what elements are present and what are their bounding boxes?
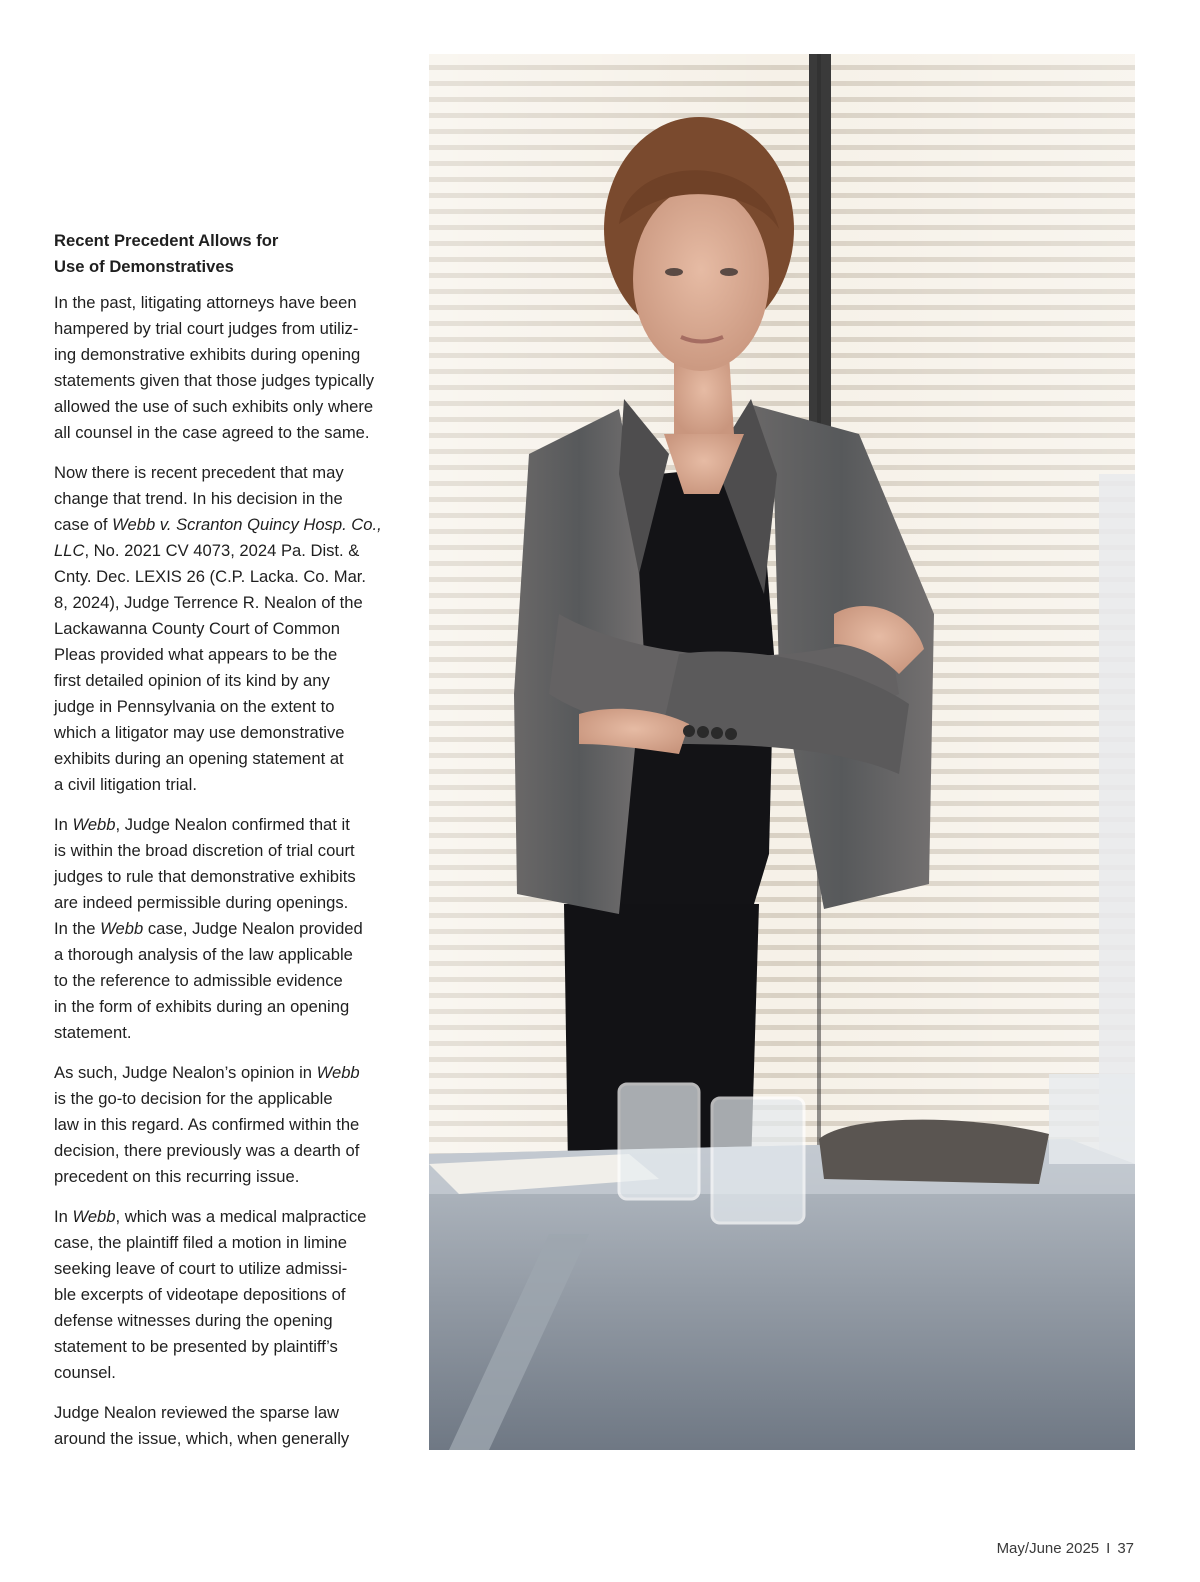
text-line: counsel. <box>54 1363 116 1382</box>
text-line: Judge Nealon reviewed the sparse law <box>54 1403 340 1422</box>
text-line: Lackawanna County Court of Common <box>54 619 340 638</box>
text-line: judge in Pennsylvania on the extent to <box>54 697 335 716</box>
text-line: statement. <box>54 1023 132 1042</box>
text-run: In <box>54 815 73 834</box>
text-line: precedent on this recurring issue. <box>54 1167 300 1186</box>
body-paragraph <box>54 460 394 798</box>
text-line <box>54 1204 394 1230</box>
case-name-italic: Webb v. Scranton Quincy Hosp. Co., <box>112 515 382 534</box>
text-line: in the form of exhibits during an opening <box>54 997 350 1016</box>
text-line: Now there is recent precedent that may <box>54 463 344 482</box>
text-line: defense witnesses during the opening <box>54 1311 333 1330</box>
article-photo <box>429 54 1135 1450</box>
case-name-italic: Webb <box>100 919 144 938</box>
section-heading <box>54 228 394 280</box>
text-run: As such, Judge Nealon’s opinion in <box>54 1063 317 1082</box>
text-line: change that trend. In his decision in the <box>54 489 343 508</box>
article-body <box>54 290 394 1452</box>
page-footer <box>997 1540 1134 1557</box>
text-line <box>54 812 394 838</box>
text-line: a thorough analysis of the law applicable <box>54 945 353 964</box>
text-line: allowed the use of such exhibits only where <box>54 397 374 416</box>
text-run: case, Judge Nealon provided <box>143 919 363 938</box>
text-line: are indeed permissible during openings. <box>54 893 349 912</box>
case-name-italic: Webb <box>72 1207 116 1226</box>
text-line: hampered by trial court judges from utiliz- <box>54 319 359 338</box>
body-paragraph <box>54 1204 394 1386</box>
section-heading-line: Use of Demonstratives <box>54 257 234 276</box>
text-line: to the reference to admissible evidence <box>54 971 343 990</box>
text-line: case, the plaintiff filed a motion in limine <box>54 1233 348 1252</box>
text-line: statement to be presented by plaintiff’s <box>54 1337 338 1356</box>
text-run: In <box>54 1207 73 1226</box>
case-name-italic: LLC <box>54 541 85 560</box>
body-paragraph <box>54 1060 394 1190</box>
businesswoman-photo <box>429 54 1135 1450</box>
text-line: around the issue, which, when generally <box>54 1429 350 1448</box>
text-line: seeking leave of court to utilize admissi- <box>54 1259 348 1278</box>
text-line: exhibits during an opening statement at <box>54 749 344 768</box>
footer-separator: I <box>1106 1540 1111 1557</box>
page-number: 37 <box>1117 1540 1134 1557</box>
text-line <box>54 512 394 538</box>
text-line <box>54 916 394 942</box>
text-line: ble excerpts of videotape depositions of <box>54 1285 346 1304</box>
text-run: , which was a medical malpractice <box>115 1207 367 1226</box>
text-line: all counsel in the case agreed to the same. <box>54 423 370 442</box>
text-run: , No. 2021 CV 4073, 2024 Pa. Dist. & <box>84 541 360 560</box>
case-name-italic: Webb <box>316 1063 360 1082</box>
text-line: ing demonstrative exhibits during opening <box>54 345 361 364</box>
body-paragraph <box>54 1400 394 1452</box>
text-line <box>54 538 394 564</box>
text-run: In the <box>54 919 101 938</box>
case-name-italic: Webb <box>72 815 116 834</box>
text-line: statements given that those judges typically <box>54 371 375 390</box>
text-line: In the past, litigating attorneys have been <box>54 293 357 312</box>
text-line: first detailed opinion of its kind by any <box>54 671 330 690</box>
text-line: which a litigator may use demonstrative <box>54 723 345 742</box>
text-line: decision, there previously was a dearth of <box>54 1141 360 1160</box>
article-column <box>54 228 394 1466</box>
body-paragraph <box>54 812 394 1046</box>
text-line: Pleas provided what appears to be the <box>54 645 338 664</box>
text-line: judges to rule that demonstrative exhibits <box>54 867 356 886</box>
section-heading-line: Recent Precedent Allows for <box>54 231 279 250</box>
body-paragraph <box>54 290 394 446</box>
text-line: is within the broad discretion of trial court <box>54 841 355 860</box>
text-line: 8, 2024), Judge Terrence R. Nealon of the <box>54 593 363 612</box>
text-line <box>54 1060 394 1086</box>
text-line: Cnty. Dec. LEXIS 26 (C.P. Lacka. Co. Mar. <box>54 567 367 586</box>
text-line: law in this regard. As confirmed within the <box>54 1115 360 1134</box>
text-run: case of <box>54 515 113 534</box>
text-run: , Judge Nealon confirmed that it <box>115 815 350 834</box>
issue-date: May/June 2025 <box>996 1540 1100 1557</box>
text-line: a civil litigation trial. <box>54 775 197 794</box>
text-line: is the go-to decision for the applicable <box>54 1089 333 1108</box>
